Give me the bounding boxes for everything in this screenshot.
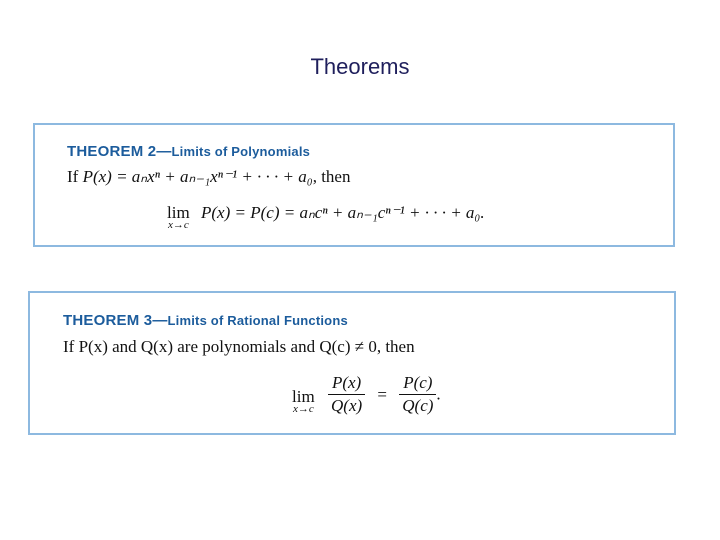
theorem-2-limit xyxy=(167,203,190,231)
theorem-3-lim-word: lim xyxy=(292,387,315,406)
theorem-3-box xyxy=(28,291,676,435)
theorem-3-heading xyxy=(63,312,348,329)
theorem-3-rhs-numerator: P(c) xyxy=(403,373,433,392)
theorem-3-lhs-numerator: P(x) xyxy=(331,373,362,392)
theorem-2-polynomial: P(x) = aₙxⁿ + aₙ₋₁xⁿ⁻¹ + · · · + a₀ xyxy=(82,167,313,186)
theorem-2-heading xyxy=(67,143,310,160)
theorem-3-dash: — xyxy=(152,312,168,329)
theorem-3-period: . xyxy=(436,384,441,404)
theorem-2-lim-sub: x→c xyxy=(167,219,189,231)
theorem-2-label: THEOREM 2 xyxy=(67,143,157,160)
theorem-2-dash: — xyxy=(156,143,172,160)
theorem-3-statement: If P(x) and Q(x) are polynomials and Q(c) ≠ 0, then xyxy=(63,337,415,356)
theorem-3-rhs-denominator: Q(c) xyxy=(402,396,434,415)
theorem-3-fraction-equation xyxy=(328,373,441,416)
theorem-2-result: P(x) = P(c) = aₙcⁿ + aₙ₋₁cⁿ⁻¹ + · · · + a₀. xyxy=(201,203,485,222)
theorem-2-subtitle: Limits of Polynomials xyxy=(171,144,311,159)
theorem-2-then: , then xyxy=(312,167,351,186)
theorem-3-lhs-fraction xyxy=(328,373,365,416)
theorem-3-equals: = xyxy=(377,384,387,404)
theorem-2-lim-word: lim xyxy=(167,203,190,222)
theorem-3-label: THEOREM 3 xyxy=(63,312,153,329)
slide-title: Theorems xyxy=(310,54,410,79)
theorem-3-subtitle: Limits of Rational Functions xyxy=(167,313,348,328)
theorem-3-lim-sub: x→c xyxy=(292,403,314,415)
theorem-2-box xyxy=(33,123,675,247)
theorem-3-lhs-denominator: Q(x) xyxy=(331,396,363,415)
theorem-3-rhs-fraction xyxy=(399,373,436,416)
theorem-3-limit xyxy=(292,387,315,415)
theorem-3-rhs-bar xyxy=(399,394,436,395)
theorem-2-statement xyxy=(67,167,350,187)
theorem-2-if: If xyxy=(67,167,79,186)
theorem-3-lhs-bar xyxy=(328,394,365,395)
